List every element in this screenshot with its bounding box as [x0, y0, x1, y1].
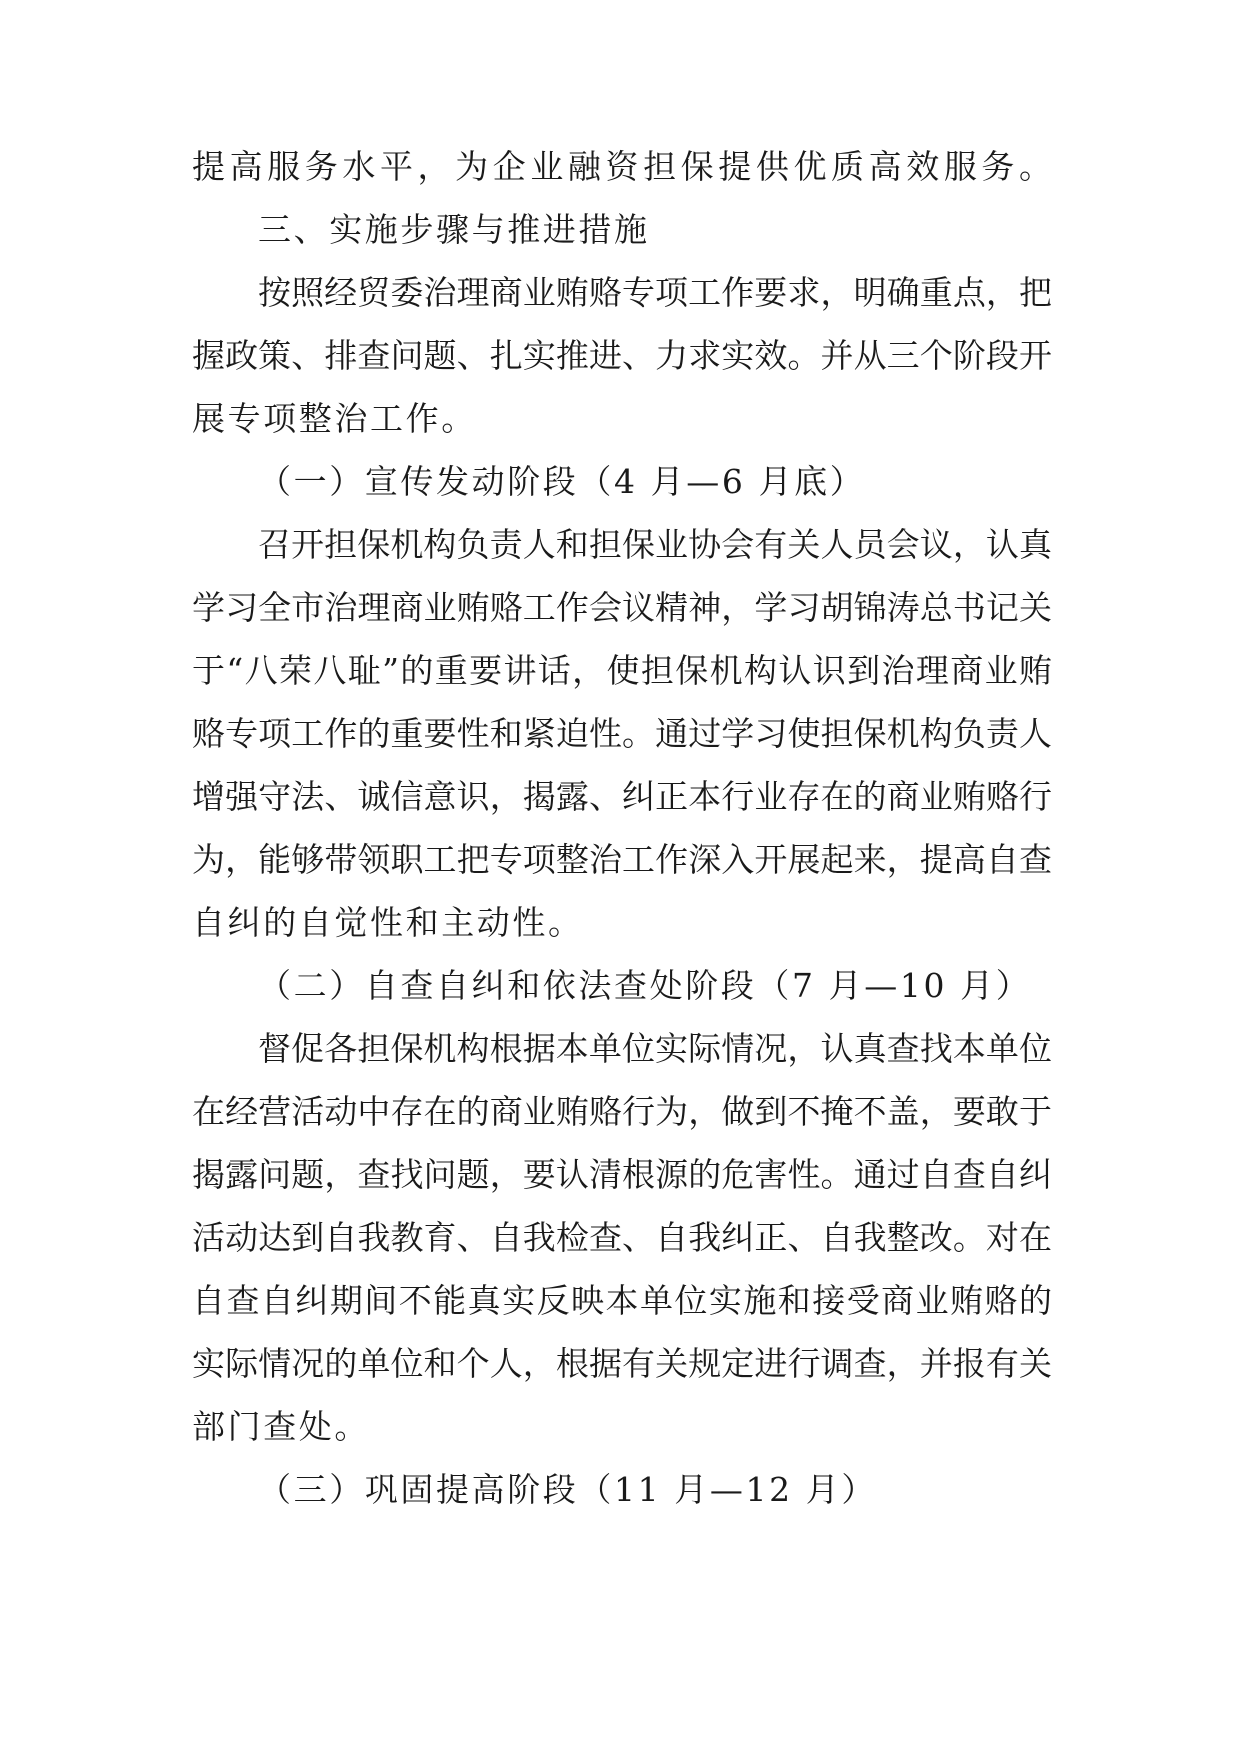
- text-line: 召开担保机构负责人和担保业协会有关人员会议，认真: [258, 525, 1052, 564]
- text-line: 于“八荣八耻”的重要讲话，使担保机构认识到治理商业贿: [192, 651, 1052, 690]
- text-line: 提高服务水平，为企业融资担保提供优质高效服务。: [192, 147, 1052, 186]
- text-line: 揭露问题，查找问题，要认清根源的危害性。通过自查自纠: [192, 1155, 1052, 1194]
- subsection-heading: （二）自查自纠和依法查处阶段（7 月—10 月）: [258, 966, 1032, 1005]
- subsection-heading: （一）宣传发动阶段（4 月—6 月底）: [258, 462, 866, 501]
- text-line: 部门查处。: [192, 1407, 370, 1446]
- text-line: 展专项整治工作。: [192, 399, 477, 438]
- subsection-heading: （三）巩固提高阶段（11 月—12 月）: [258, 1470, 877, 1509]
- section-heading: 三、实施步骤与推进措施: [258, 210, 650, 249]
- text-line: 增强守法、诚信意识，揭露、纠正本行业存在的商业贿赂行: [192, 777, 1052, 816]
- text-line: 在经营活动中存在的商业贿赂行为，做到不掩不盖，要敢于: [192, 1092, 1052, 1131]
- text-line: 自纠的自觉性和主动性。: [192, 903, 584, 942]
- text-line: 督促各担保机构根据本单位实际情况，认真查找本单位: [258, 1029, 1052, 1068]
- text-line: 为，能够带领职工把专项整治工作深入开展起来，提高自查: [192, 840, 1052, 879]
- text-line: 握政策、排查问题、扎实推进、力求实效。并从三个阶段开: [192, 336, 1052, 375]
- text-line: 赂专项工作的重要性和紧迫性。通过学习使担保机构负责人: [192, 714, 1052, 753]
- text-line: 活动达到自我教育、自我检查、自我纠正、自我整改。对在: [192, 1218, 1052, 1257]
- text-line: 学习全市治理商业贿赂工作会议精神，学习胡锦涛总书记关: [192, 588, 1052, 627]
- text-line: 自查自纠期间不能真实反映本单位实施和接受商业贿赂的: [192, 1281, 1052, 1320]
- text-line: 按照经贸委治理商业贿赂专项工作要求，明确重点，把: [258, 273, 1052, 312]
- text-line: 实际情况的单位和个人，根据有关规定进行调查，并报有关: [192, 1344, 1052, 1383]
